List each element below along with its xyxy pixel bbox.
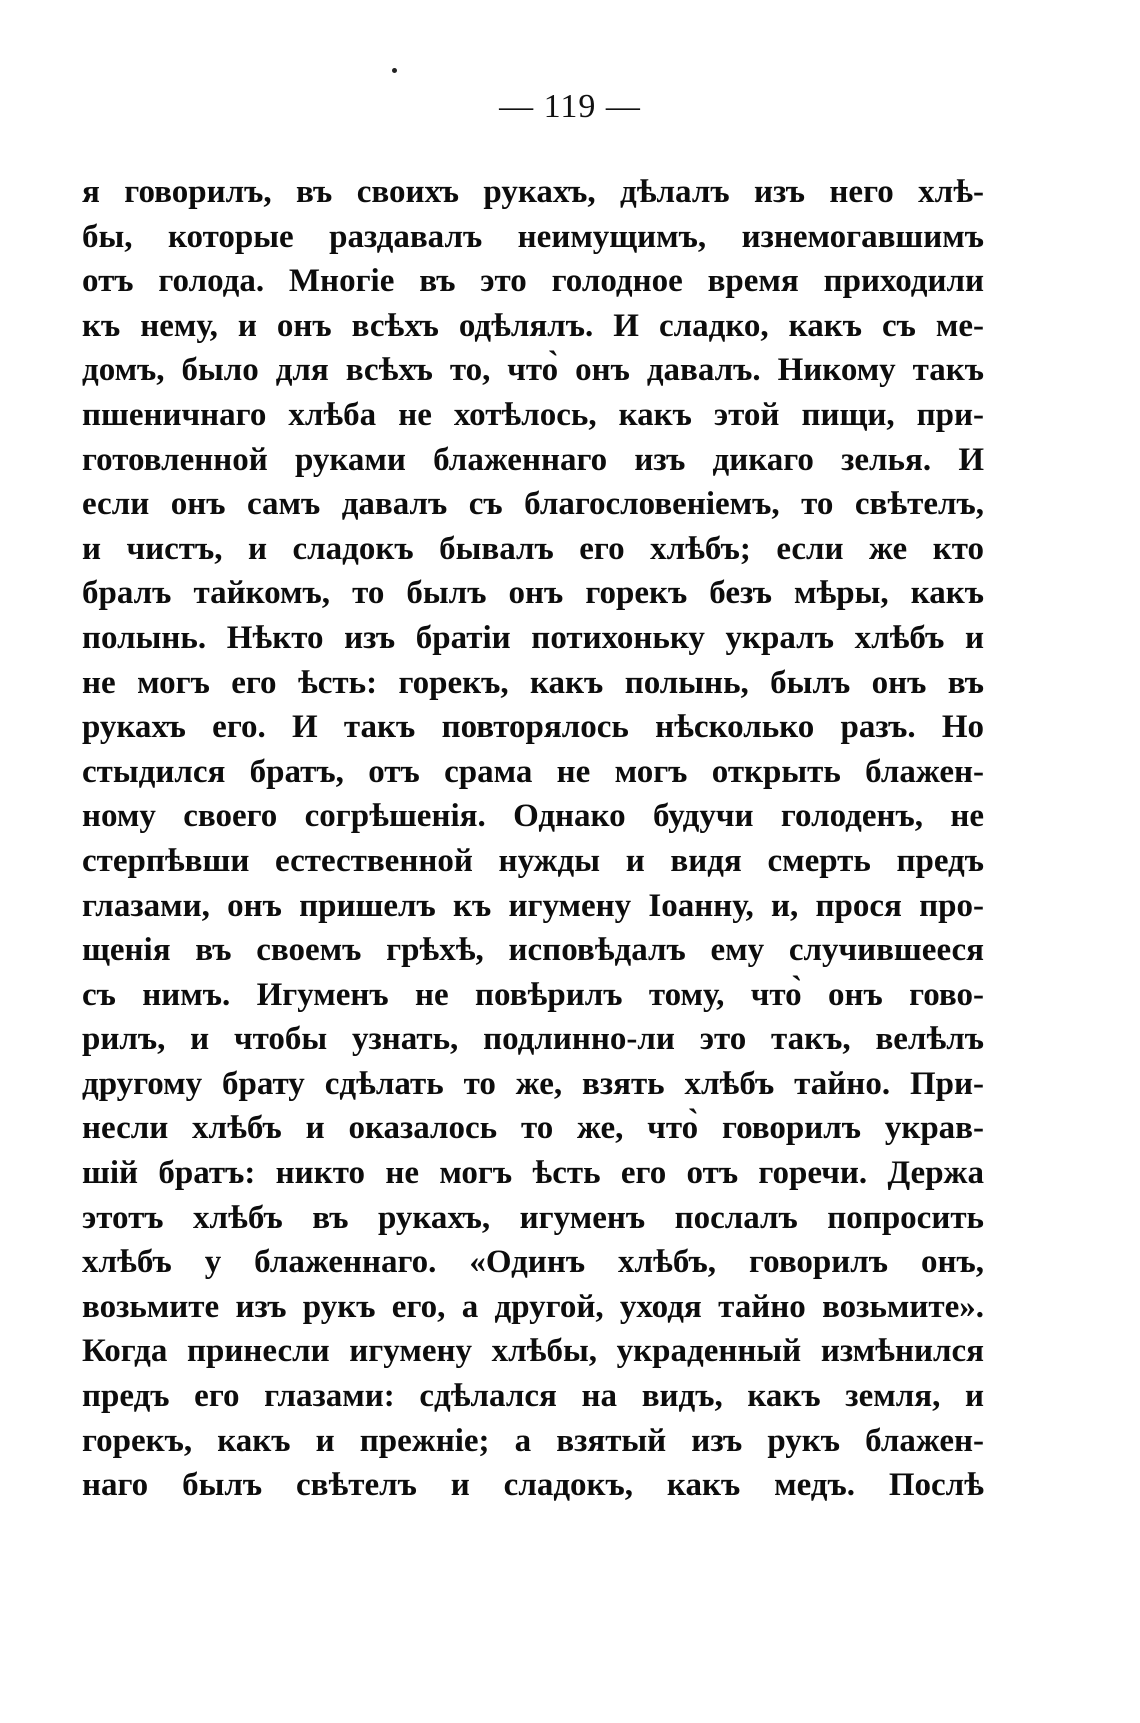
text-line: пшеничнаго хлѣба не хотѣлось, какъ этой пищи, при- <box>82 396 984 433</box>
text-line: Когда принесли игумену хлѣбы, украденный измѣнился <box>82 1333 984 1370</box>
text-line: бралъ тайкомъ, то былъ онъ горекъ безъ мѣры, какъ <box>82 575 984 612</box>
text-line: отъ голода. Многіе въ это голодное время приходили <box>82 263 984 300</box>
text-line: возьмите изъ рукъ его, а другой, уходя тайно возьмите». <box>82 1288 984 1325</box>
text-line: стыдился братъ, отъ срама не могъ открыть блажен- <box>82 753 984 790</box>
text-line: полынь. Нѣкто изъ братіи потихоньку укралъ хлѣбъ и <box>82 619 984 656</box>
text-line: и чистъ, и сладокъ бывалъ его хлѣбъ; если же кто <box>82 530 984 567</box>
body-text <box>82 170 984 1508</box>
text-line: наго былъ свѣтелъ и сладокъ, какъ медъ. Послѣ <box>82 1467 984 1504</box>
text-line: рилъ, и чтобы узнать, подлинно-ли это такъ, велѣлъ <box>82 1021 984 1058</box>
text-line: готовленной руками блаженнаго изъ дикаго зелья. И <box>82 441 984 478</box>
text-line: глазами, онъ пришелъ къ игумену Іоанну, и, прося про- <box>82 887 984 924</box>
text-line: я говорилъ, въ своихъ рукахъ, дѣлалъ изъ него хлѣ- <box>82 174 984 210</box>
text-line: съ нимъ. Игуменъ не повѣрилъ тому, что̀ онъ гово- <box>82 976 984 1013</box>
text-line: домъ, было для всѣхъ то, что̀ онъ давалъ. Никому такъ <box>82 352 984 389</box>
text-line: другому брату сдѣлать то же, взять хлѣбъ тайно. При- <box>82 1065 984 1102</box>
text-line: къ нему, и онъ всѣхъ одѣлялъ. И сладко, какъ съ ме- <box>82 307 984 344</box>
text-line: предъ его глазами: сдѣлался на видъ, какъ земля, и <box>82 1378 984 1415</box>
page-number: — 119 — <box>499 88 641 125</box>
text-line: бы, которые раздавалъ неимущимъ, изнемогавшимъ <box>82 218 984 255</box>
text-line: щенія въ своемъ грѣхѣ, исповѣдалъ ему случившееся <box>82 932 984 969</box>
text-line: хлѣбъ у блаженнаго. «Одинъ хлѣбъ, говорилъ онъ, <box>82 1244 984 1281</box>
text-line: ному своего согрѣшенія. Однако будучи голоденъ, не <box>82 798 984 835</box>
text-line: этотъ хлѣбъ въ рукахъ, игуменъ послалъ попросить <box>82 1199 984 1236</box>
text-line: не могъ его ѣсть: горекъ, какъ полынь, былъ онъ въ <box>82 664 984 701</box>
text-line: горекъ, какъ и прежніе; а взятый изъ рукъ блажен- <box>82 1422 984 1459</box>
text-line: если онъ самъ давалъ съ благословеніемъ, то свѣтелъ, <box>82 486 984 523</box>
text-line: несли хлѣбъ и оказалось то же, что̀ говорилъ украв- <box>82 1110 984 1147</box>
text-line: рукахъ его. И такъ повторялось нѣсколько разъ. Но <box>82 709 984 746</box>
text-line: шій братъ: никто не могъ ѣсть его отъ горечи. Держа <box>82 1155 984 1192</box>
text-line: стерпѣвши естественной нужды и видя смерть предъ <box>82 842 984 879</box>
print-speck <box>392 68 397 73</box>
